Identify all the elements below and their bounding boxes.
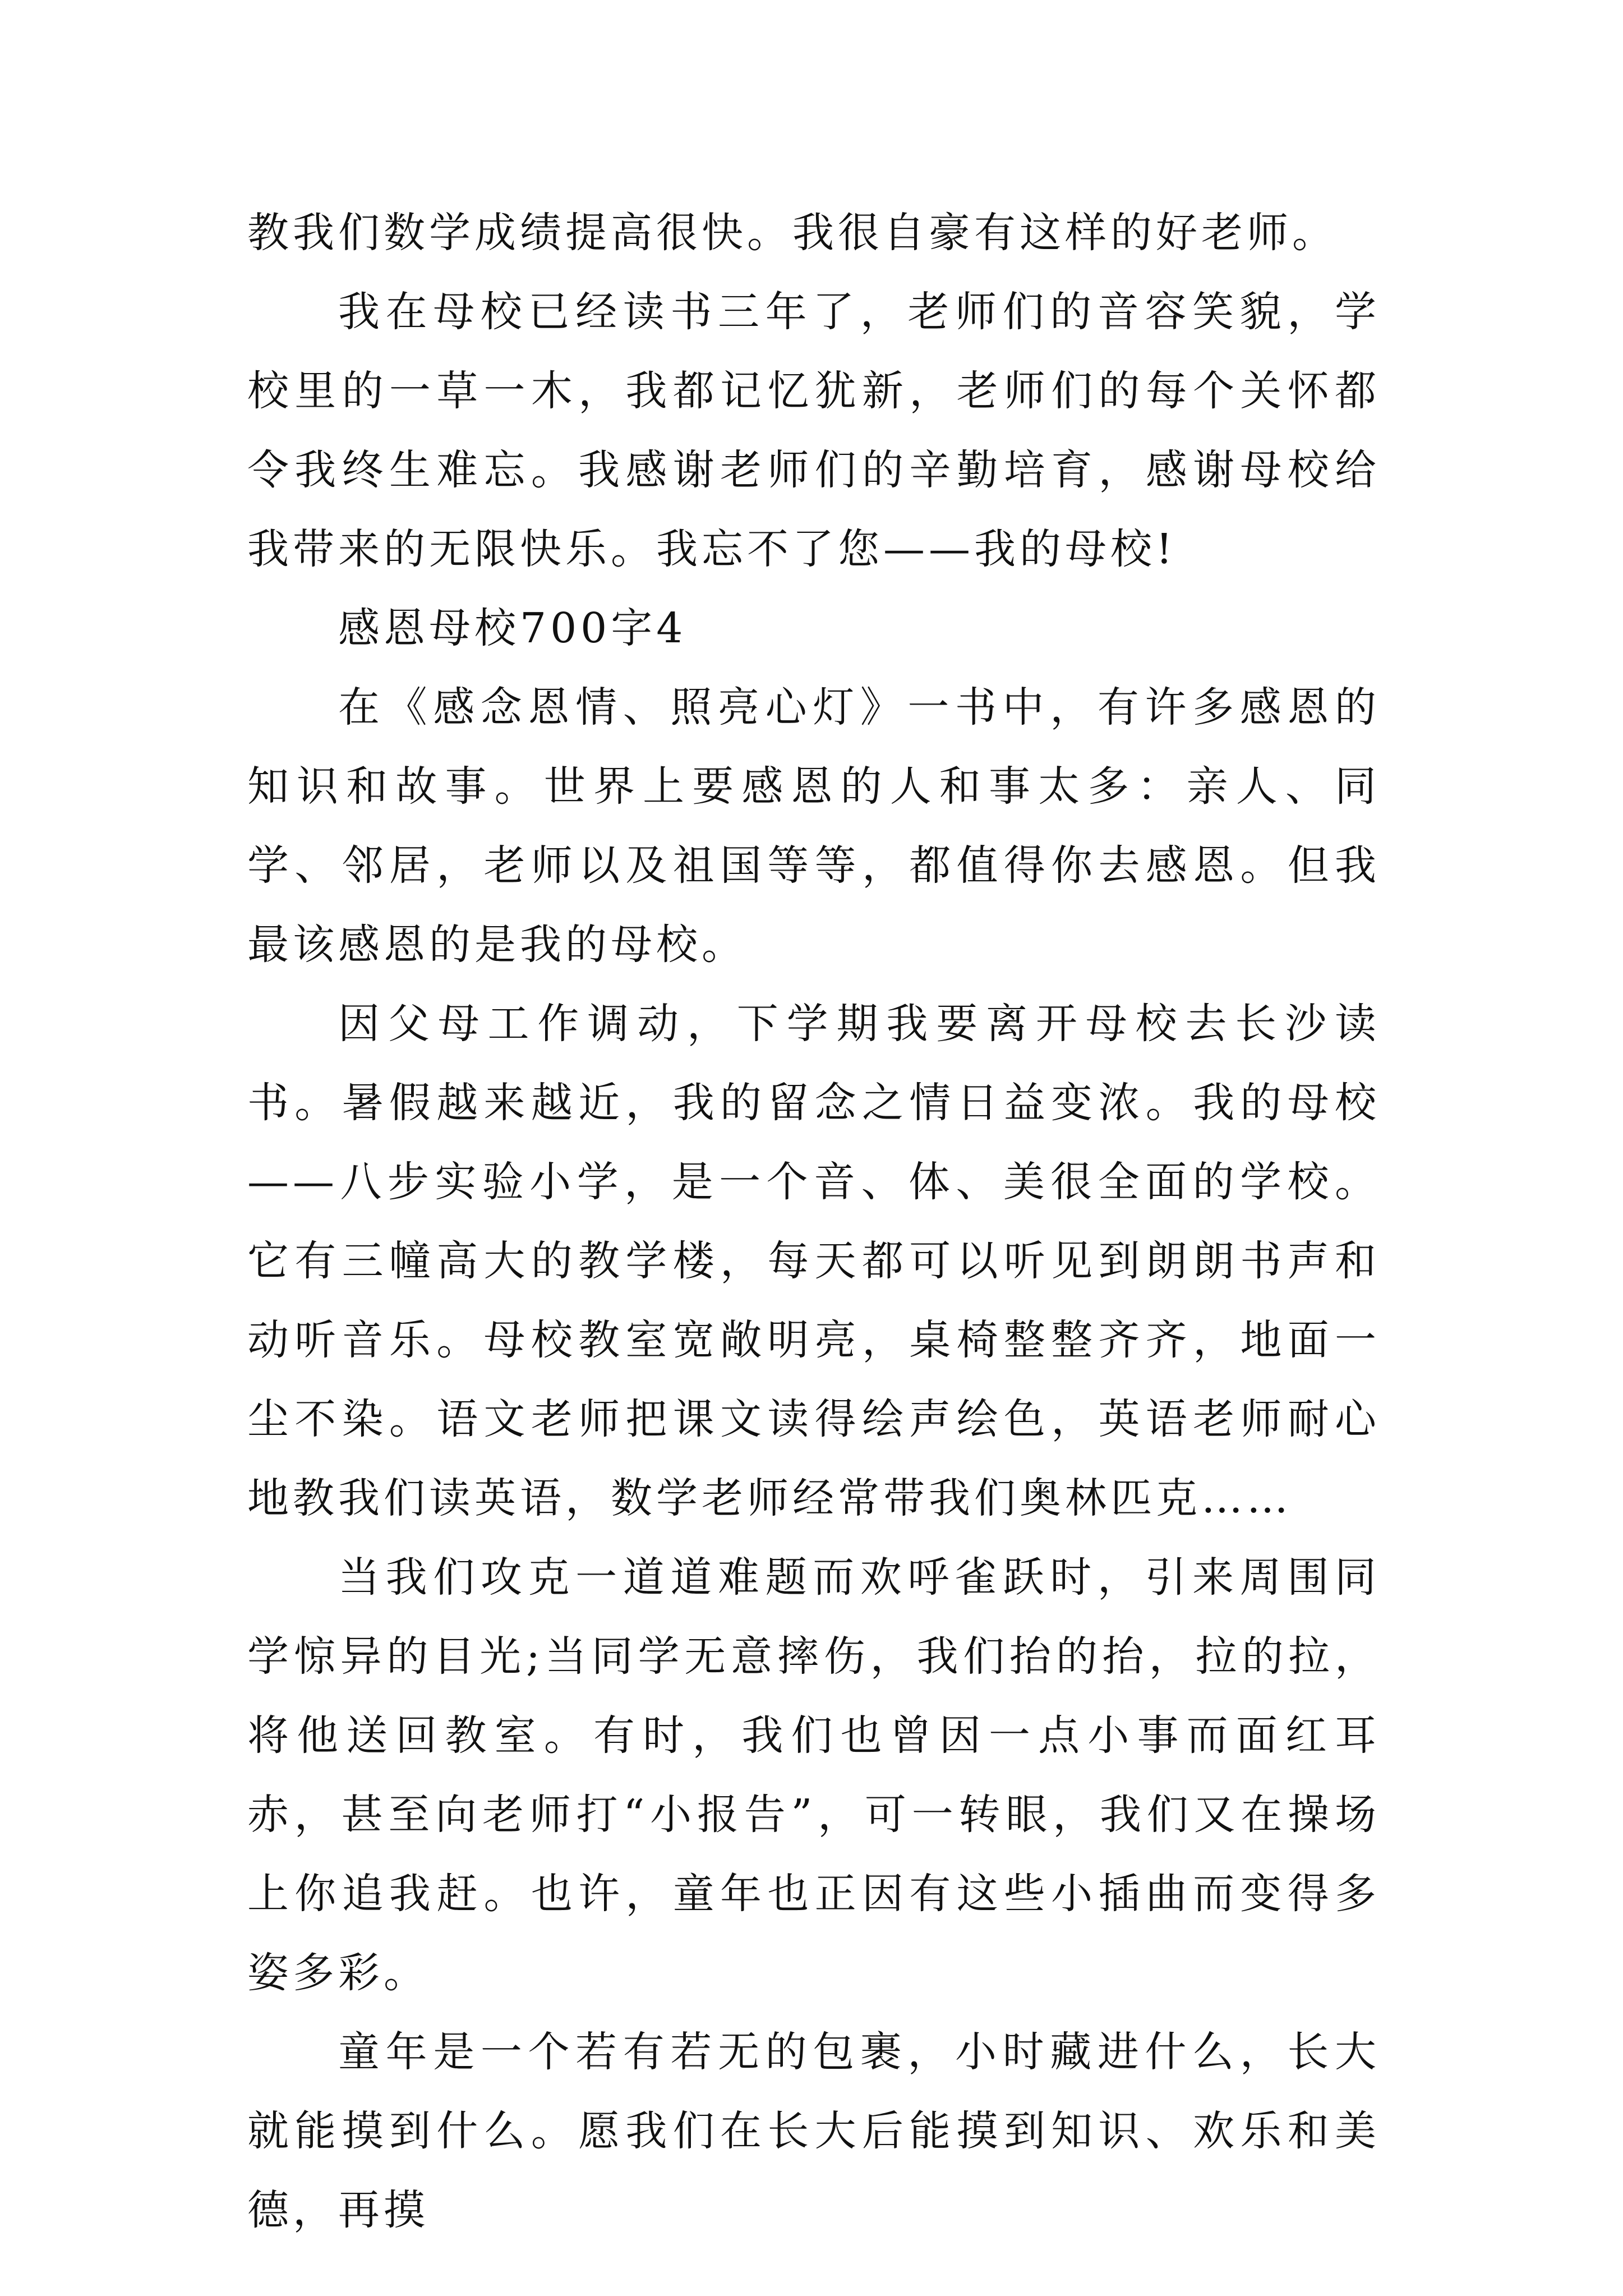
paragraph: 因父母工作调动，下学期我要离开母校去长沙读书。暑假越来越近，我的留念之情日益变浓。我的母校——八步实验小学，是一个音、体、美很全面的学校。它有三幢高大的教学楼，每天都可以听见到朗朗书声和动听音乐。母校教室宽敞明亮，桌椅整整齐齐，地面一尘不染。语文老师把课文读得绘声绘色，英语老师耐心地教我们读英语，数学老师经常带我们奥林匹克…… bbox=[247, 1000, 1380, 1522]
paragraph-continuation: 教我们数学成绩提高很快。我很自豪有这样的好老师。 bbox=[247, 209, 1338, 257]
paragraph: 我在母校已经读书三年了，老师们的音容笑貌，学校里的一草一木，我都记忆犹新，老师们的每个关怀都令我终生难忘。我感谢老师们的辛勤培育，感谢母校给我带来的无限快乐。我忘不了您——我的母校! bbox=[247, 288, 1380, 573]
section-heading: 感恩母校700字4 bbox=[338, 604, 687, 652]
paragraph: 在《感念恩情、照亮心灯》一书中，有许多感恩的知识和故事。世界上要感恩的人和事太多：亲人、同学、邻居，老师以及祖国等等，都值得你去感恩。但我最该感恩的是我的母校。 bbox=[247, 683, 1380, 969]
body-text bbox=[247, 194, 1380, 2250]
paragraph: 当我们攻克一道道难题而欢呼雀跃时，引来周围同学惊异的目光;当同学无意摔伤，我们抬的抬，拉的拉，将他送回教室。有时，我们也曾因一点小事而面红耳赤，甚至向老师打“小报告”，可一转眼，我们又在操场上你追我赶。也许，童年也正因有这些小插曲而变得多姿多彩。 bbox=[247, 1553, 1380, 1997]
paragraph: 童年是一个若有若无的包裹，小时藏进什么，长大就能摸到什么。愿我们在长大后能摸到知识、欢乐和美德，再摸 bbox=[247, 2028, 1380, 2234]
